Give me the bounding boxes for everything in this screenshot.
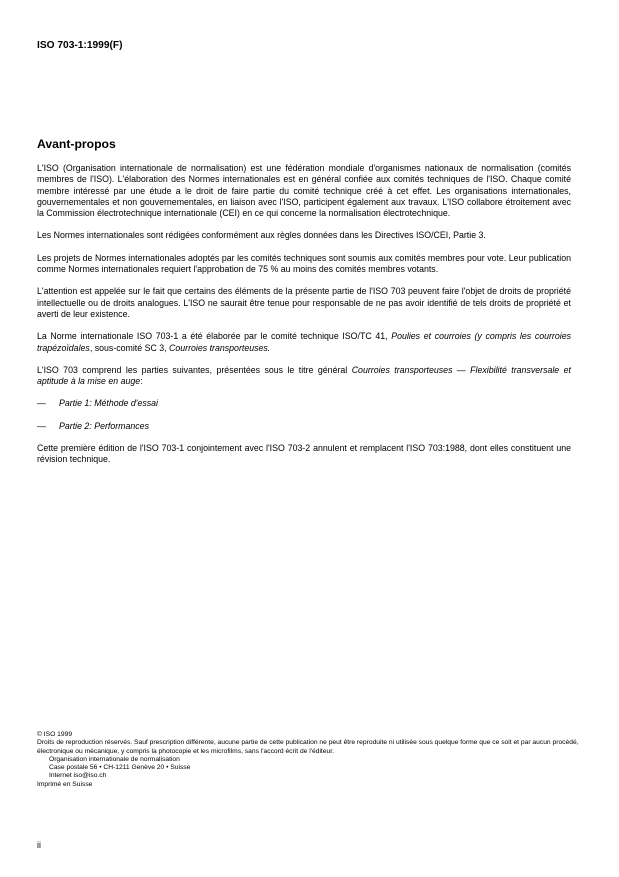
rights-notice: Droits de reproduction réservés. Sauf prescription différente, aucune partie de cette publication ne peut être reproduite ni utilisée sous quelque forme que ce soit et par aucun procédé, électronique ou mécanique, y compris la photocopie et les microfilms, sans l'accord écrit de l'éditeur. bbox=[37, 739, 579, 755]
text-run: , sous-comité SC 3, bbox=[89, 342, 170, 353]
copyright-footer bbox=[37, 731, 582, 789]
internet-address: Internet iso@iso.ch bbox=[49, 772, 107, 780]
paragraph: Les projets de Normes internationales adoptés par les comités techniques sont soumis aux comités membres pour vote. Leur publication comme Normes internationales requiert l'approbation de 75 % au moins des comités membres votants. bbox=[37, 252, 571, 275]
page-number: ii bbox=[37, 840, 41, 850]
postal-address: Case postale 56 • CH-1211 Genève 20 • Suisse bbox=[49, 764, 191, 772]
list-dash: — bbox=[37, 398, 46, 409]
list-dash: — bbox=[37, 420, 46, 431]
paragraph: Les Normes internationales sont rédigées conformément aux règles données dans les Directives ISO/CEI, Partie 3. bbox=[37, 230, 486, 241]
paragraph bbox=[37, 331, 571, 354]
committee-title: Poulies et courroies (y compris les courroies trapézoïdales bbox=[37, 331, 571, 353]
text-run: La Norme internationale ISO 703-1 a été élaborée par le comité technique ISO/TC 41, bbox=[37, 331, 392, 342]
organization-name: Organisation internationale de normalisation bbox=[49, 755, 180, 763]
text-run: : bbox=[140, 376, 143, 387]
paragraph bbox=[37, 365, 571, 388]
subcommittee-title: Courroies transporteuses. bbox=[169, 342, 271, 353]
document-id: ISO 703-1:1999(F) bbox=[37, 40, 123, 51]
paragraph: Cette première édition de l'ISO 703-1 conjointement avec l'ISO 703-2 annulent et remplacent l'ISO 703:1988, dont elles constituent une révision technique. bbox=[37, 443, 571, 465]
list-item-text: Partie 1: Méthode d'essai bbox=[59, 398, 158, 409]
printed-in: Imprimé en Suisse bbox=[37, 780, 93, 788]
section-title: Avant-propos bbox=[37, 137, 116, 151]
paragraph: L'attention est appelée sur le fait que certains des éléments de la présente partie de l'ISO 703 peuvent faire l'objet de droits de propriété intellectuelle ou de droits analogues. L'ISO ne saurait être tenue pour responsable de ne pas avoir identifié de tels droits de propriété et averti de leur existence. bbox=[37, 286, 571, 319]
list-item-text: Partie 2: Performances bbox=[59, 420, 149, 431]
text-run: L'ISO 703 comprend les parties suivantes, présentées sous le titre général bbox=[37, 364, 352, 375]
general-title: Courroies transporteuses — Flexibilité transversale et aptitude à la mise en auge bbox=[37, 364, 571, 387]
paragraph: L'ISO (Organisation internationale de normalisation) est une fédération mondiale d'organismes nationaux de normalisation (comités membres de l'ISO). L'élaboration des Normes internationales est en général confiée aux comités techniques de l'ISO. Chaque comité membre intéressé par une étude a le droit de faire partie du comité technique créé à cet effet. Les organisations internationales, gouvernementales et non gouvernementales, en liaison avec l'ISO, participent également aux travaux. L'ISO collabore étroitement avec la Commission électrotechnique internationale (CEI) en ce qui concerne la normalisation électrotechnique. bbox=[37, 163, 571, 219]
list-item bbox=[37, 421, 571, 432]
foreword-body bbox=[37, 163, 571, 477]
copyright-line: © ISO 1999 bbox=[37, 731, 73, 738]
list-item bbox=[37, 398, 571, 409]
